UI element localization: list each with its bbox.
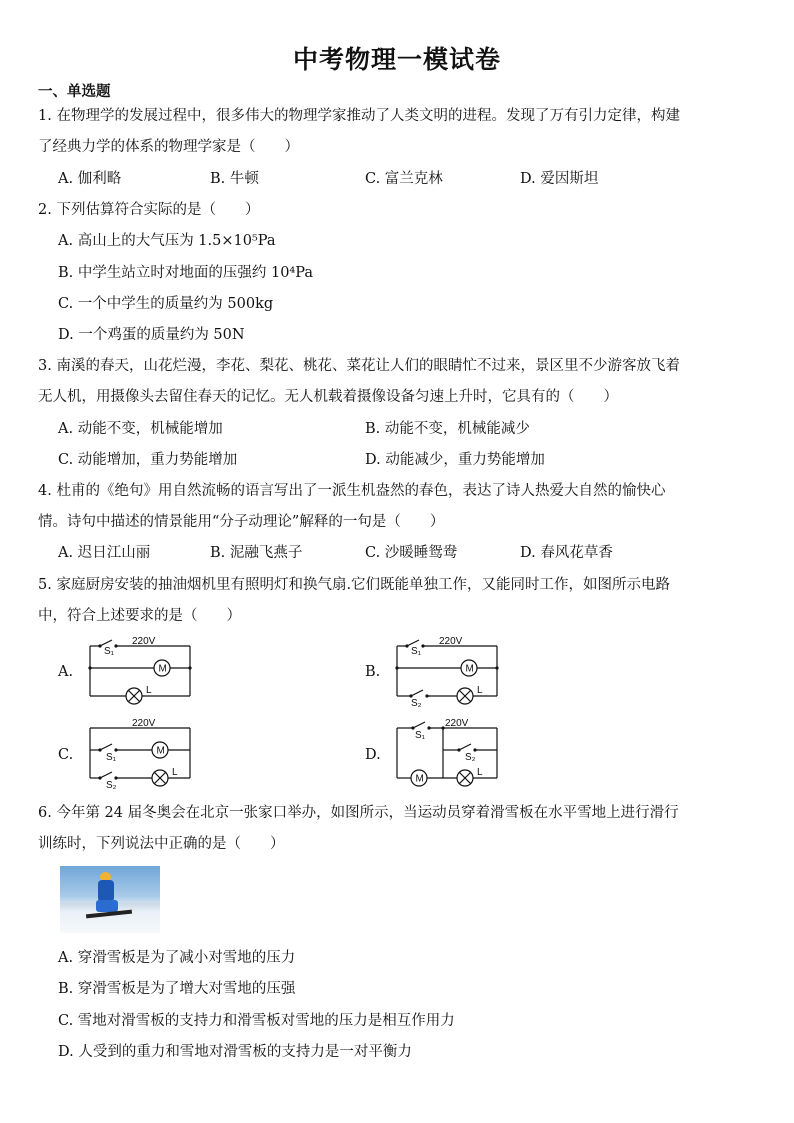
question-3-option-c[interactable]: C. 动能增加，重力势能增加 [58,452,238,468]
question-5-option-c-label[interactable]: C. [58,747,74,763]
question-5-option-b-label[interactable]: B. [365,664,381,680]
snowboarder-photo [60,866,160,933]
question-3-text-line-1: 3. 南溪的春天，山花烂漫，李花、梨花、桃花、菜花让人们的眼睛忙不过来，景区里不少游客放飞着 [38,358,680,374]
question-4-option-d[interactable]: D. 春风花草香 [520,545,613,561]
circuit-c-s2-label: S₂ [106,780,117,791]
page-title: 中考物理一模试卷 [292,45,501,74]
question-3-option-a[interactable]: A. 动能不变，机械能增加 [58,421,223,437]
circuit-b-s1-label: S₁ [411,646,422,657]
question-6-text-line-2: 训练时，下列说法中正确的是（ ） [38,836,285,852]
question-4-option-b[interactable]: B. 泥融飞燕子 [210,545,303,561]
question-1-option-c[interactable]: C. 富兰克林 [365,171,443,187]
circuit-b-s2-label: S₂ [411,698,422,709]
question-6-option-a[interactable]: A. 穿滑雪板是为了减小对雪地的压力 [58,950,296,966]
circuit-d-voltage-label: 220V [445,718,469,729]
question-3-text-line-2: 无人机，用摄像头去留住春天的记忆。无人机载着摄像设备匀速上升时，它具有的（ ） [38,389,618,405]
question-1-option-b[interactable]: B. 牛顿 [210,171,259,187]
question-4-option-a[interactable]: A. 迟日江山丽 [58,545,151,561]
question-5-option-d-label[interactable]: D. [365,747,381,763]
question-6-option-d[interactable]: D. 人受到的重力和雪地对滑雪板的支持力是一对平衡力 [58,1044,412,1060]
question-1-text-line-2: 了经典力学的体系的物理学家是（ ） [38,139,299,155]
circuit-a-motor-label: M [158,663,167,675]
question-1-option-d[interactable]: D. 爱因斯坦 [520,171,599,187]
question-4-option-c[interactable]: C. 沙暖睡鸳鸯 [365,545,458,561]
question-6-text-line-1: 6. 今年第 24 届冬奥会在北京一张家口举办，如图所示，当运动员穿着滑雪板在水平雪地上进行滑行 [38,805,679,821]
question-3-option-b[interactable]: B. 动能不变，机械能减少 [365,421,530,437]
question-5-text-line-2: 中，符合上述要求的是（ ） [38,608,241,624]
question-2-option-b[interactable]: B. 中学生站立时对地面的压强约 10⁴Pa [58,265,313,281]
circuit-diagram-a [86,636,198,708]
circuit-diagram-b [393,636,505,708]
question-2-option-d[interactable]: D. 一个鸡蛋的质量约为 50N [58,327,245,343]
circuit-d-s2-label: S₂ [465,752,476,763]
section-heading: 一、单选题 [38,84,111,100]
circuit-c-voltage-label: 220V [132,718,156,729]
question-5-text-line-1: 5. 家庭厨房安装的抽油烟机里有照明灯和换气扇.它们既能单独工作，又能同时工作，如图所示电路 [38,577,671,593]
circuit-a-s1-label: S₁ [104,646,115,657]
question-1-text-line-1: 1. 在物理学的发展过程中，很多伟大的物理学家推动了人类文明的进程。发现了万有引力定律，构建 [38,108,680,124]
circuit-b-lamp-label: L [477,685,483,696]
question-2-text: 2. 下列估算符合实际的是（ ） [38,202,260,218]
circuit-b-voltage-label: 220V [439,636,463,647]
question-5-option-a-label[interactable]: A. [58,664,74,680]
question-4-text-line-2: 情。诗句中描述的情景能用“分子动理论”解释的一句是（ ） [38,514,445,530]
circuit-b-motor-label: M [465,663,474,675]
question-2-option-c[interactable]: C. 一个中学生的质量约为 500kg [58,296,274,312]
question-3-option-d[interactable]: D. 动能减少，重力势能增加 [365,452,545,468]
circuit-c-s1-label: S₁ [106,752,117,763]
question-4-text-line-1: 4. 杜甫的《绝句》用自然流畅的语言写出了一派生机盎然的春色，表达了诗人热爱大自然的愉快心 [38,483,666,499]
skier-legs [96,900,118,912]
skier-body [98,880,114,902]
circuit-c-lamp-label: L [172,767,178,778]
circuit-d-s1-label: S₁ [415,730,426,741]
circuit-a-voltage-label: 220V [132,636,156,647]
question-2-option-a[interactable]: A. 高山上的大气压为 1.5×10⁵Pa [58,233,276,249]
question-1-option-a[interactable]: A. 伽利略 [58,171,122,187]
circuit-a-lamp-label: L [146,685,152,696]
circuit-d-lamp-label: L [477,767,483,778]
circuit-c-motor-label: M [156,745,165,757]
circuit-diagram-d [393,718,505,790]
question-6-option-c[interactable]: C. 雪地对滑雪板的支持力和滑雪板对雪地的压力是相互作用力 [58,1013,455,1029]
circuit-d-motor-label: M [415,773,424,785]
question-6-option-b[interactable]: B. 穿滑雪板是为了增大对雪地的压强 [58,981,296,997]
circuit-diagram-c [86,718,198,790]
